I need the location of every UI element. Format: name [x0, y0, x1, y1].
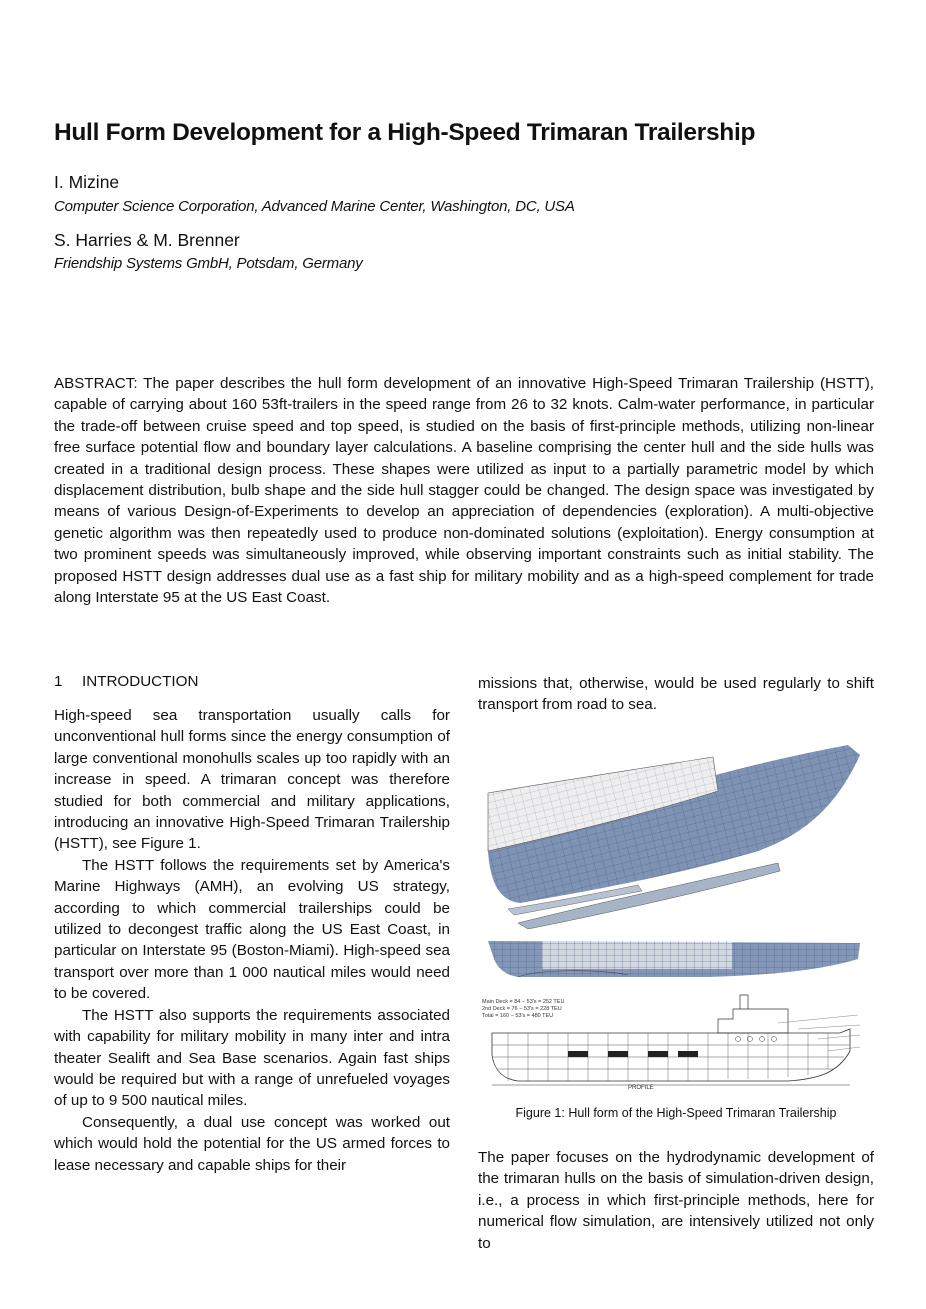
intro-paragraph-2: The HSTT follows the requirements set by America's Marine Highways (AMH), an evolving US strategy, according to which commercial trailerships could be utilized to decongest traffic along the US East Coast, in particular on Interstate 95 (Boston-Miami). High-speed sea transport over more than 1 000 nautical miles would need to be covered.	[54, 856, 450, 1003]
author-2-affiliation: Friendship Systems GmbH, Potsdam, Germany	[54, 255, 363, 272]
hull-form-illustration	[478, 733, 874, 1095]
hull-side-view	[488, 941, 860, 977]
section-number: 1	[54, 673, 63, 690]
intro-paragraph-4: Consequently, a dual use concept was worked out which would hold the potential for the US armed forces to lease necessary and capable ships for their	[54, 1113, 450, 1174]
general-arrangement-drawing	[482, 995, 860, 1091]
deck-label-total: Total = 160 − 53's = 480 TEU	[482, 1013, 554, 1019]
section-title: INTRODUCTION	[82, 673, 199, 690]
author-1-name: I. Mizine	[54, 172, 120, 192]
section-heading	[54, 673, 198, 690]
intro-paragraph-3: The HSTT also supports the requirements associated with capability for military mobility in many inter and intra theater Sealift and Sea Base scenarios. Again fast ships would be required but with a range of unrefueled voyages of up to 9 500 nautical miles.	[54, 1006, 450, 1110]
right-column-bottom	[478, 1147, 874, 1254]
author-2-name: S. Harries & M. Brenner	[54, 230, 240, 250]
figure-caption: Figure 1: Hull form of the High-Speed Trimaran Trailership	[515, 1106, 837, 1120]
hull-3d-view	[488, 745, 860, 929]
right-paragraph-continued: missions that, otherwise, would be used regularly to shift transport from road to sea.	[478, 675, 874, 714]
intro-paragraph-1: High-speed sea transportation usually calls for unconventional hull forms since the energy consumption of large conventional monohulls scales up too rapidly with an increase in speed. A trimaran concept was therefore studied for both commercial and military applications, introducing an innovative High-Speed Trimaran Trailership (HSTT), see Figure 1.	[54, 707, 450, 853]
author-1-affiliation: Computer Science Corporation, Advanced Marine Center, Washington, DC, USA	[54, 198, 575, 215]
right-paragraph-2: The paper focuses on the hydrodynamic development of the trimaran hulls on the basis of simulation-driven design, i.e., a process in which first-principle methods, here for numerical flow simulation, are intensively utilized not only to	[478, 1149, 874, 1252]
deck-label-second: 2nd Deck = 76 − 53's = 228 TEU	[482, 1006, 562, 1012]
abstract: ABSTRACT: The paper describes the hull form development of an innovative High-Speed Trimaran Trailership (HSTT), capable of carrying about 160 53ft-trailers in the speed range from 26 to 32 knots. Calm-water performance, in particular the trade-off between cruise speed and top speed, is studied on the basis of first-principle methods, utilizing non-linear free surface potential flow and boundary layer calculations. A baseline comprising the center hull and the side hulls was created in a traditional design process. These shapes were utilized as input to a partially parametric model by which displacement distribution, bulb shape and the side hull stagger could be changed. The design space was investigated by means of various Design-of-Experiments to develop an appreciation of dependencies (exploration). A multi-objective genetic algorithm was then repeatedly used to produce non-dominated solutions (exploitation). Energy consumption at two prominent speeds was simultaneously improved, while observing important constraints such as initial stability. The proposed HSTT design addresses dual use as a fast ship for military mobility and as a high-speed complement for trade along Interstate 95 at the US East Coast.	[54, 375, 874, 607]
right-column-top	[478, 673, 874, 716]
profile-label: PROFILE	[628, 1085, 654, 1091]
left-column	[54, 705, 450, 1176]
figure-hull-form	[478, 733, 874, 1095]
paper-title: Hull Form Development for a High-Speed Trimaran Trailership	[54, 119, 756, 146]
deck-label-main: Main Deck = 84 − 53's = 252 TEU	[482, 999, 565, 1005]
